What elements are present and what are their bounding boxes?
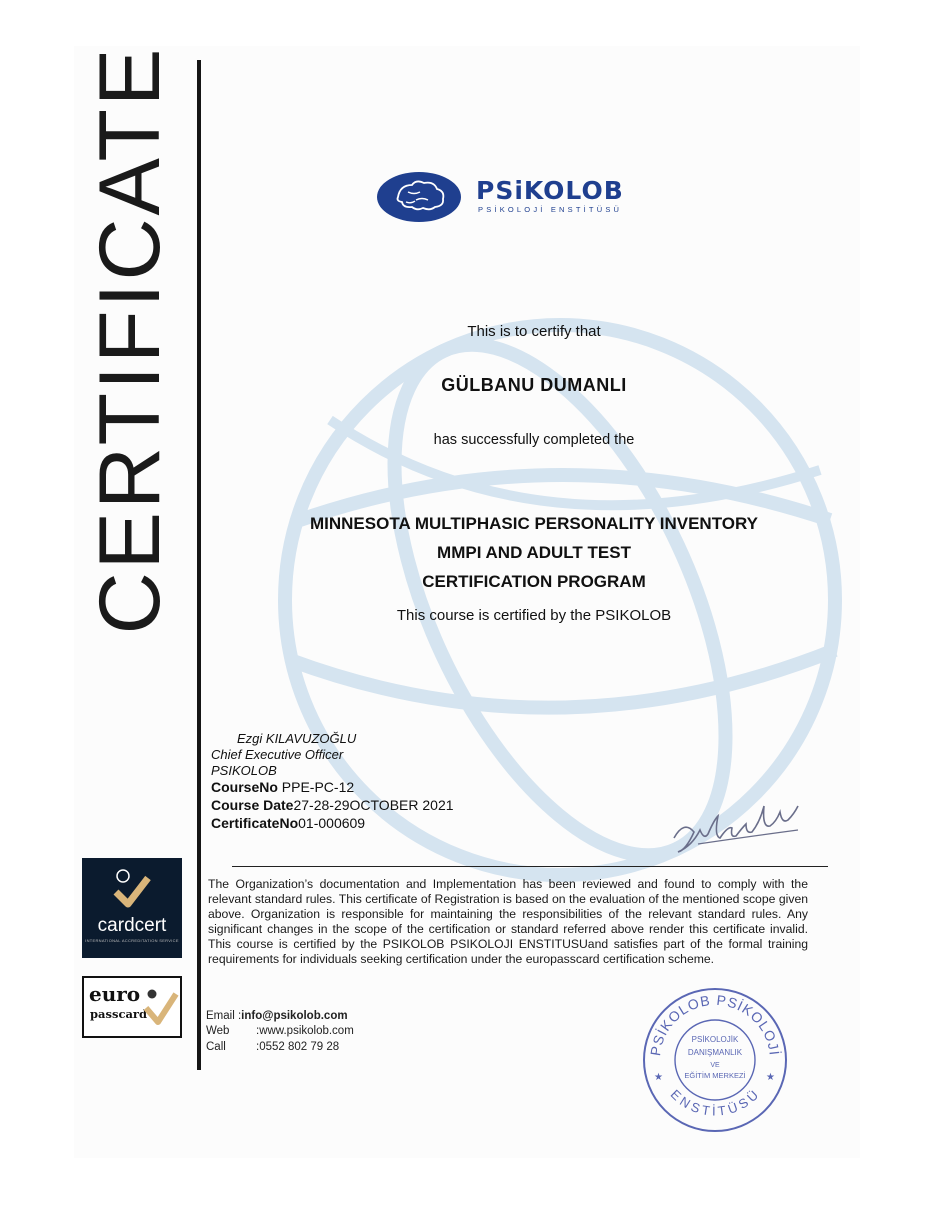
course-no-label: CourseNo [211, 779, 278, 795]
logo-name: PSiKOLOB [476, 176, 624, 205]
course-date-value: 27-28-29OCTOBER 2021 [293, 797, 454, 813]
psikolob-logo [376, 170, 686, 226]
contact-web [206, 1025, 354, 1037]
recipient-name: GÜLBANU DUMANLI [441, 375, 627, 395]
europasscard-badge [82, 976, 182, 1038]
stamp-bottom-arc: ENSTİTÜSÜ [667, 1086, 763, 1119]
signer-title: Chief Executive Officer [211, 747, 344, 762]
certified-by-text: This course is certified by the PSIKOLOB [396, 607, 672, 624]
signer-name: Ezgi KILAVUZOĞLU [237, 731, 357, 746]
stamp-star-icon: ★ [766, 1072, 775, 1083]
cardcert-label: cardcert [97, 915, 167, 936]
completed-text: has successfully completed the [433, 432, 635, 448]
contact-email [206, 1010, 348, 1022]
handwritten-signature [668, 798, 828, 862]
stamp-top-arc: PSİKOLOB PSİKOLOJİ [647, 991, 783, 1057]
cardcert-sub-label: INTERNATIONAL ACCREDITATION SERVICE [85, 938, 179, 943]
course-no [211, 779, 354, 795]
certify-intro: This is to certify that [467, 323, 601, 340]
stamp-center-line: EĞİTİM MERKEZİ [684, 1071, 746, 1080]
web-value: :www.psikolob.com [256, 1025, 354, 1037]
checkmark-icon [82, 858, 182, 914]
email-value: info@psikolob.com [241, 1010, 348, 1022]
institute-stamp [640, 985, 790, 1135]
stamp-center-line: DANIŞMANLIK [687, 1048, 743, 1057]
side-title-text: CERTIFICATE [82, 45, 178, 635]
course-date [211, 797, 454, 813]
brain-logo-icon [376, 170, 466, 226]
stamp-center-line: VE [710, 1062, 720, 1069]
call-value: :0552 802 79 28 [256, 1041, 340, 1053]
logo-subtitle: PSİKOLOJİ ENSTİTÜSÜ [478, 205, 623, 214]
certificate-no-value: 01-000609 [298, 815, 366, 831]
program-line: MINNESOTA MULTIPHASIC PERSONALITY INVENTORY [309, 514, 758, 533]
cardcert-badge [82, 858, 182, 958]
checkmark-icon [138, 982, 180, 1034]
statement-paragraph: The Organization’s documentation and Implementation has been reviewed and found to comply with the relevant standard rules. This certificate of Registration is based on the evaluation of the mentioned scope given above. Organization is responsible for maintaining the responsibilities of the relevant standard rules. Any significant changes in the scope of the certification or standard referred above render this certificate invalid. This course is certified by the PSIKOLOB PSIKOLOJI ENSTITUSUand satisfies part of the formal training requirements for individuals seeking certification under the europasscard certification scheme. [208, 877, 808, 967]
contact-call [206, 1041, 339, 1053]
signer-org: PSIKOLOB [211, 763, 277, 778]
svg-text:ENSTİTÜSÜ [668, 1087, 763, 1119]
program-line: MMPI AND ADULT TEST [437, 543, 631, 562]
divider-horizontal [232, 866, 828, 867]
certificate-no [211, 815, 365, 831]
email-label: Email : [206, 1010, 242, 1022]
euro-label: euro [89, 982, 141, 1006]
program-line: CERTIFICATION PROGRAM [422, 572, 646, 591]
call-label: Call [206, 1041, 226, 1053]
passcard-label: passcard [90, 1007, 147, 1021]
stamp-star-icon: ★ [654, 1072, 663, 1083]
course-date-label: Course Date [211, 797, 294, 813]
certificate-no-label: CertificateNo [211, 815, 299, 831]
course-no-value: PPE-PC-12 [281, 779, 355, 795]
program-title [200, 509, 868, 596]
stamp-center-line: PSİKOLOJİK [691, 1035, 739, 1044]
web-label: Web [206, 1025, 230, 1037]
